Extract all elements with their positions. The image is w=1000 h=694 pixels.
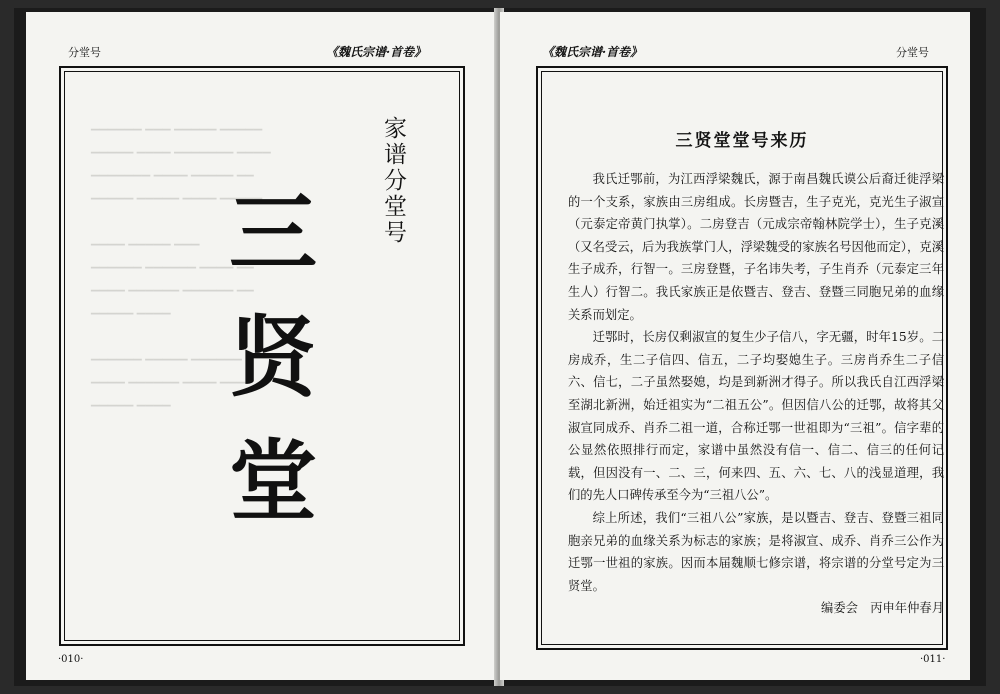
- essay-body: [568, 168, 944, 620]
- essay-paragraph: 综上所述，我们“三祖八公”家族，是以暨吉、登吉、登暨三祖同胞亲兄弟的血缘关系为标志的家族；是将淑宣、成乔、肖乔三公作为迁鄂一世祖的家族。因而本届魏顺七修宗谱，将宗谱的分堂号定为三贤堂。: [568, 510, 944, 593]
- hall-char-2: 贤: [228, 305, 317, 409]
- essay-title: 三贤堂堂号来历: [675, 131, 809, 151]
- left-page-frame: [59, 66, 465, 646]
- right-header-title: 《魏氏宗谱·首卷》: [542, 45, 643, 59]
- essay-paragraph: 迁鄂时，长房仅剩淑宣的复生少子信八，字无疆，时年15岁。二房成乔，生二子信四、信五，二子均娶媳生子。三房肖乔生二子信六、信七，二子虽然娶媳，均是到新洲才得子。所以我氏自江西浮梁至湖北新洲，始迁祖实为“二祖五公”。但因信八公的迁鄂，故将其父淑宣同成乔、肖乔二祖一道，合称迁鄂一世祖即为“三祖”。信字辈的公显然依照排行而定，家谱中虽然没有信一、信二、信三的任何记载，但因没有一、二、三，何来四、五、六、七、八的浅显道理，我们的先人口碑传承至今为“三祖八公”。: [568, 330, 944, 503]
- right-page-number: ·011·: [920, 654, 946, 665]
- essay-paragraph: 我氏迁鄂前，为江西浮梁魏氏，源于南昌魏氏谟公后裔迁徙浮梁的一个支系，家族由三房组成。长房暨吉，生子克光，克光生子淑宣（元泰定帝黄门执掌）。二房登吉（元成宗帝翰林院学士），生子克溪（又名受云，后为我族掌门人，浮梁魏受的家族名号因他而定），克溪生子成乔，行智一。三房登暨，子名讳失考，子生肖乔（元泰定三年生人）行智二。我氏家族正是依暨吉、登吉、登暨三同胞兄弟的血缘关系而划定。: [568, 172, 944, 322]
- bleed-through-text: ▔▔▔▔▔▔ ▔▔▔ ▔▔▔▔▔ ▔▔▔▔▔ ▔▔▔▔▔ ▔▔▔▔ ▔▔▔▔▔▔▔ ▔▔▔▔ ▔▔▔▔▔▔▔ ▔▔▔▔ ▔▔▔▔▔ ▔▔ ▔▔▔▔▔ ▔▔▔▔▔ ▔▔▔▔ ▔▔▔▔▔ ▔▔▔▔ ▔▔▔▔▔ ▔▔▔ ▔▔▔▔▔▔ ▔▔▔▔▔▔ ▔▔▔▔ ▔▔ ▔▔▔▔ ▔▔▔▔▔▔ ▔▔▔▔▔▔ ▔▔ ▔▔▔▔▔ ▔▔▔▔ ▔▔▔▔▔▔ ▔▔▔▔▔ ▔▔▔▔▔▔ ▔▔▔▔ ▔▔▔▔▔▔ ▔▔▔▔ ▔▔▔ ▔▔▔▔▔ ▔▔▔▔: [91, 129, 271, 418]
- left-page: [26, 12, 496, 680]
- left-page-number: ·010·: [58, 654, 84, 665]
- hall-char-1: 三: [228, 181, 317, 285]
- essay-signature: 编委会 丙申年仲春月: [821, 601, 944, 616]
- hall-char-3: 堂: [228, 429, 317, 533]
- left-header-title: 《魏氏宗谱·首卷》: [326, 45, 427, 59]
- left-header-section: 分堂号: [68, 46, 101, 59]
- right-page: [500, 12, 970, 680]
- right-header-section: 分堂号: [896, 46, 929, 59]
- right-page-frame: [536, 66, 948, 650]
- vertical-title: 家谱分堂号: [380, 116, 406, 246]
